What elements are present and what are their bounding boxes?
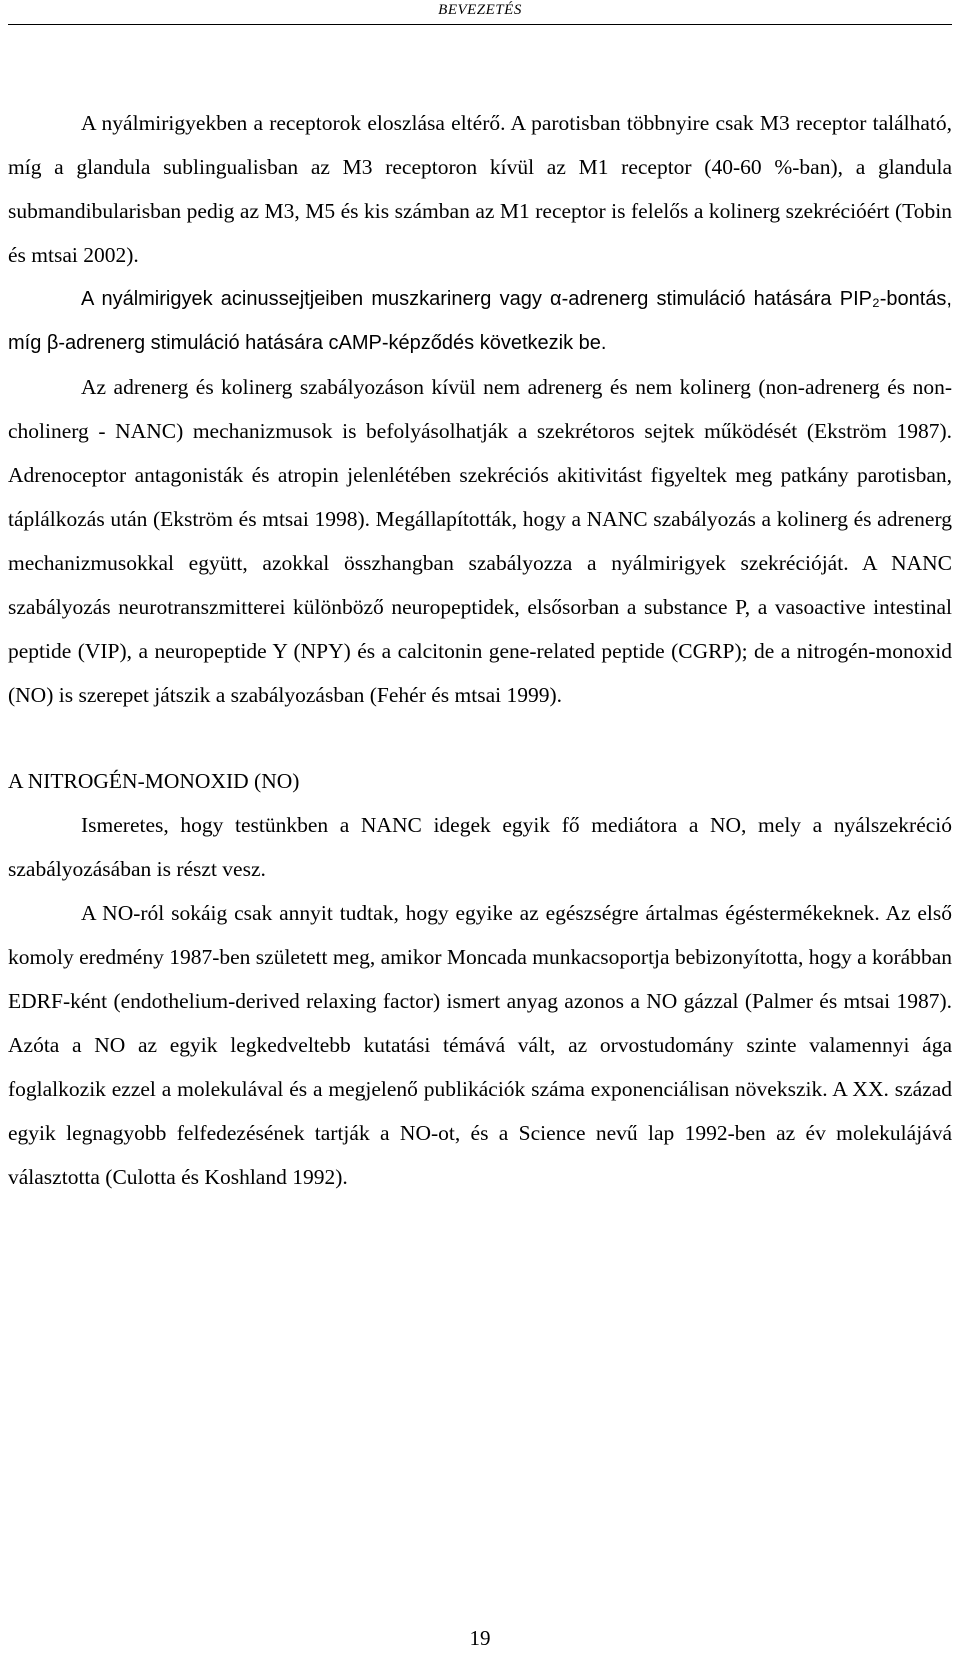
running-header: BEVEZETÉS <box>438 2 522 18</box>
page-body <box>8 101 952 1199</box>
paragraph-no-mediator: Ismeretes, hogy testünkben a NANC idegek egyik fő mediátora a NO, mely a nyálszekréció szabályozásában is részt vesz. <box>8 813 952 881</box>
paragraph-receptor-distribution: A nyálmirigyekben a receptorok eloszlása eltérő. A parotisban többnyire csak M3 receptor található, míg a glandula sublingualisban az M3 receptoron kívül az M1 receptor (40-60 %-ban), a glandula submandibularisban pedig az M3, M5 és kis számban az M1 receptor is felelős a kolinerg szekrécióért (Tobin és mtsai 2002). <box>8 111 952 267</box>
section-spacer <box>8 717 952 759</box>
paragraph-nanc-regulation: Az adrenerg és kolinerg szabályozáson kívül nem adrenerg és nem kolinerg (non-adrenerg és non-cholinerg - NANC) mechanizmusok is befolyásolhatják a szekrétoros sejtek működését (Ekström 1987). Adrenoceptor antagonisták és atropin jelenlétében szekréciós akitivitást figyeltek meg patkány parotisban, táplálkozás után (Ekström és mtsai 1998). Megállapították, hogy a NANC szabályozás a kolinerg és adrenerg mechanizmusokkal együtt, azokkal összhangban szabályozza a nyálmirigyek szekrécióját. A NANC szabályozás neurotranszmitterei különböző neuropeptidek, elsősorban a substance P, a vasoactive intestinal peptide (VIP), a neuropeptide Y (NPY) és a calcitonin gene-related peptide (CGRP); de a nitrogén-monoxid (NO) is szerepet játszik a szabályozásban (Fehér és mtsai 1999). <box>8 375 952 707</box>
section-heading: A NITROGÉN-MONOXID (NO) <box>8 769 300 793</box>
header-rule <box>8 24 952 25</box>
paragraph-acinus-stimulation: A nyálmirigyek acinussejtjeiben muszkarinerg vagy α-adrenerg stimuláció hatására PIP₂-bontás, míg β-adrenerg stimuláció hatására cAMP-képződés következik be. <box>8 288 952 354</box>
paragraph-no-history: A NO-ról sokáig csak annyit tudtak, hogy egyike az egészségre ártalmas égéstermékeknek. Az első komoly eredmény 1987-ben született meg, amikor Moncada munkacsoportja bebizonyította, hogy a korábban EDRF-ként (endothelium-derived relaxing factor) ismert anyag azonos a NO gázzal (Palmer és mtsai 1987). Azóta a NO az egyik legkedveltebb kutatási témává vált, az orvostudomány szinte valamennyi ága foglalkozik ezzel a molekulával és a megjelenő publikációk száma exponenciálisan növekszik. A XX. század egyik legnagyobb felfedezésének tartják a NO-ot, és a Science nevű lap 1992-ben az év molekulájává választotta (Culotta és Koshland 1992). <box>8 901 952 1189</box>
page-number: 19 <box>469 1626 491 1650</box>
